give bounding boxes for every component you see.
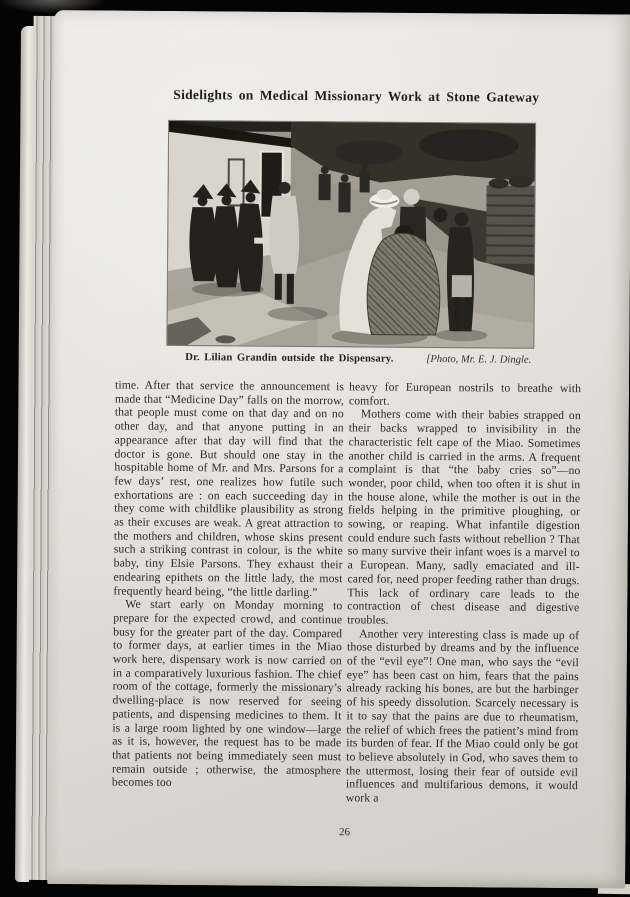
photo-credit: [Photo, Mr. E. J. Dingle. [426, 353, 532, 366]
book-page [47, 10, 630, 889]
left-text-column [112, 378, 344, 791]
photo-illustration [167, 121, 535, 348]
right-text-column [346, 380, 581, 807]
photo-caption-row [167, 352, 533, 366]
paragraph: Another very interesting class is made up of those disturbed by dreams and by the influence of the “evil eye”! One man, who says the “evil eye” has been cast on him, fears that the pains already racking his bones, are but the harbinger of his speedy dissolution. Scarcely necessary is it to say that the pains are due to rheumatism, the relief of which frees the patient’s mind from its burden of fear. If the Miao could only be got to believe absolutely in God, who saves them to the uttermost, losing their fear of outside evil influences and multifarious demons, it would work a [345, 627, 580, 805]
photo-caption: Dr. Lilian Grandin outside the Dispensary. [185, 352, 394, 365]
page-number: 26 [339, 826, 351, 839]
paragraph: We start early on Monday morning to prepare for the expected crowd, and continue busy for the greater part of the day. Compared to former days, at earlier times in the Miao work here, dispensary work is now carried on in a comparatively luxurious fashion. The chief room of the cottage, formerly the missionary’s dwelling-place is now reserved for seeing patients, and dispensing medicines to them. It is a large room lighted by one window—large as it is, however, the request has to be made that patients not being immediately seen must remain outside ; otherwise, the atmosphere becomes too [111, 597, 343, 790]
paragraph: Mothers come with their babies strapped on their backs wrapped to invisibility in the characteristic felt cape of the Miao. Sometimes another child is carried in the arms. A frequent complaint is that “the baby cries so”—no wonder, poor child, when too often it is shut in the house alone, while the mother is out in the fields helping in the primitive ploughing, or sowing, or reaping. What infantile digestion could endure such fasts without rebellion ? That so many survive their infant woes is a marvel to a European. Many, sadly emaciated and ill-cared for, need proper feeding rather than drugs. This lack of ordinary care leads to the contraction of chest disease and digestive troubles. [347, 407, 581, 627]
paragraph: heavy for European nostrils to breathe with comfort. [348, 380, 582, 408]
paragraph: time. After that service the announcement is made that “Medicine Day” falls on the morrow, that people must come on that day and on no other day, and that anyone putting in an appearance after that day will find that the doctor is gone. But should one stay in the hospitable home of Mr. and Mrs. Parsons for a few days’ rest, one realizes how futile such exhortations are : on each succeeding day in they come with childlike plausibility as strong as their excuses are weak. A great attraction to the mothers and children, whose skins present such a striking contrast in colour, is the white baby, tiny Elsie Parsons. They exhaust their endearing epithets on the little lady, the most frequently heard being, “the little darling.” [113, 378, 345, 599]
running-head-title: Sidelights on Medical Missionary Work at Stone Gateway [173, 86, 540, 105]
photograph [167, 121, 535, 348]
